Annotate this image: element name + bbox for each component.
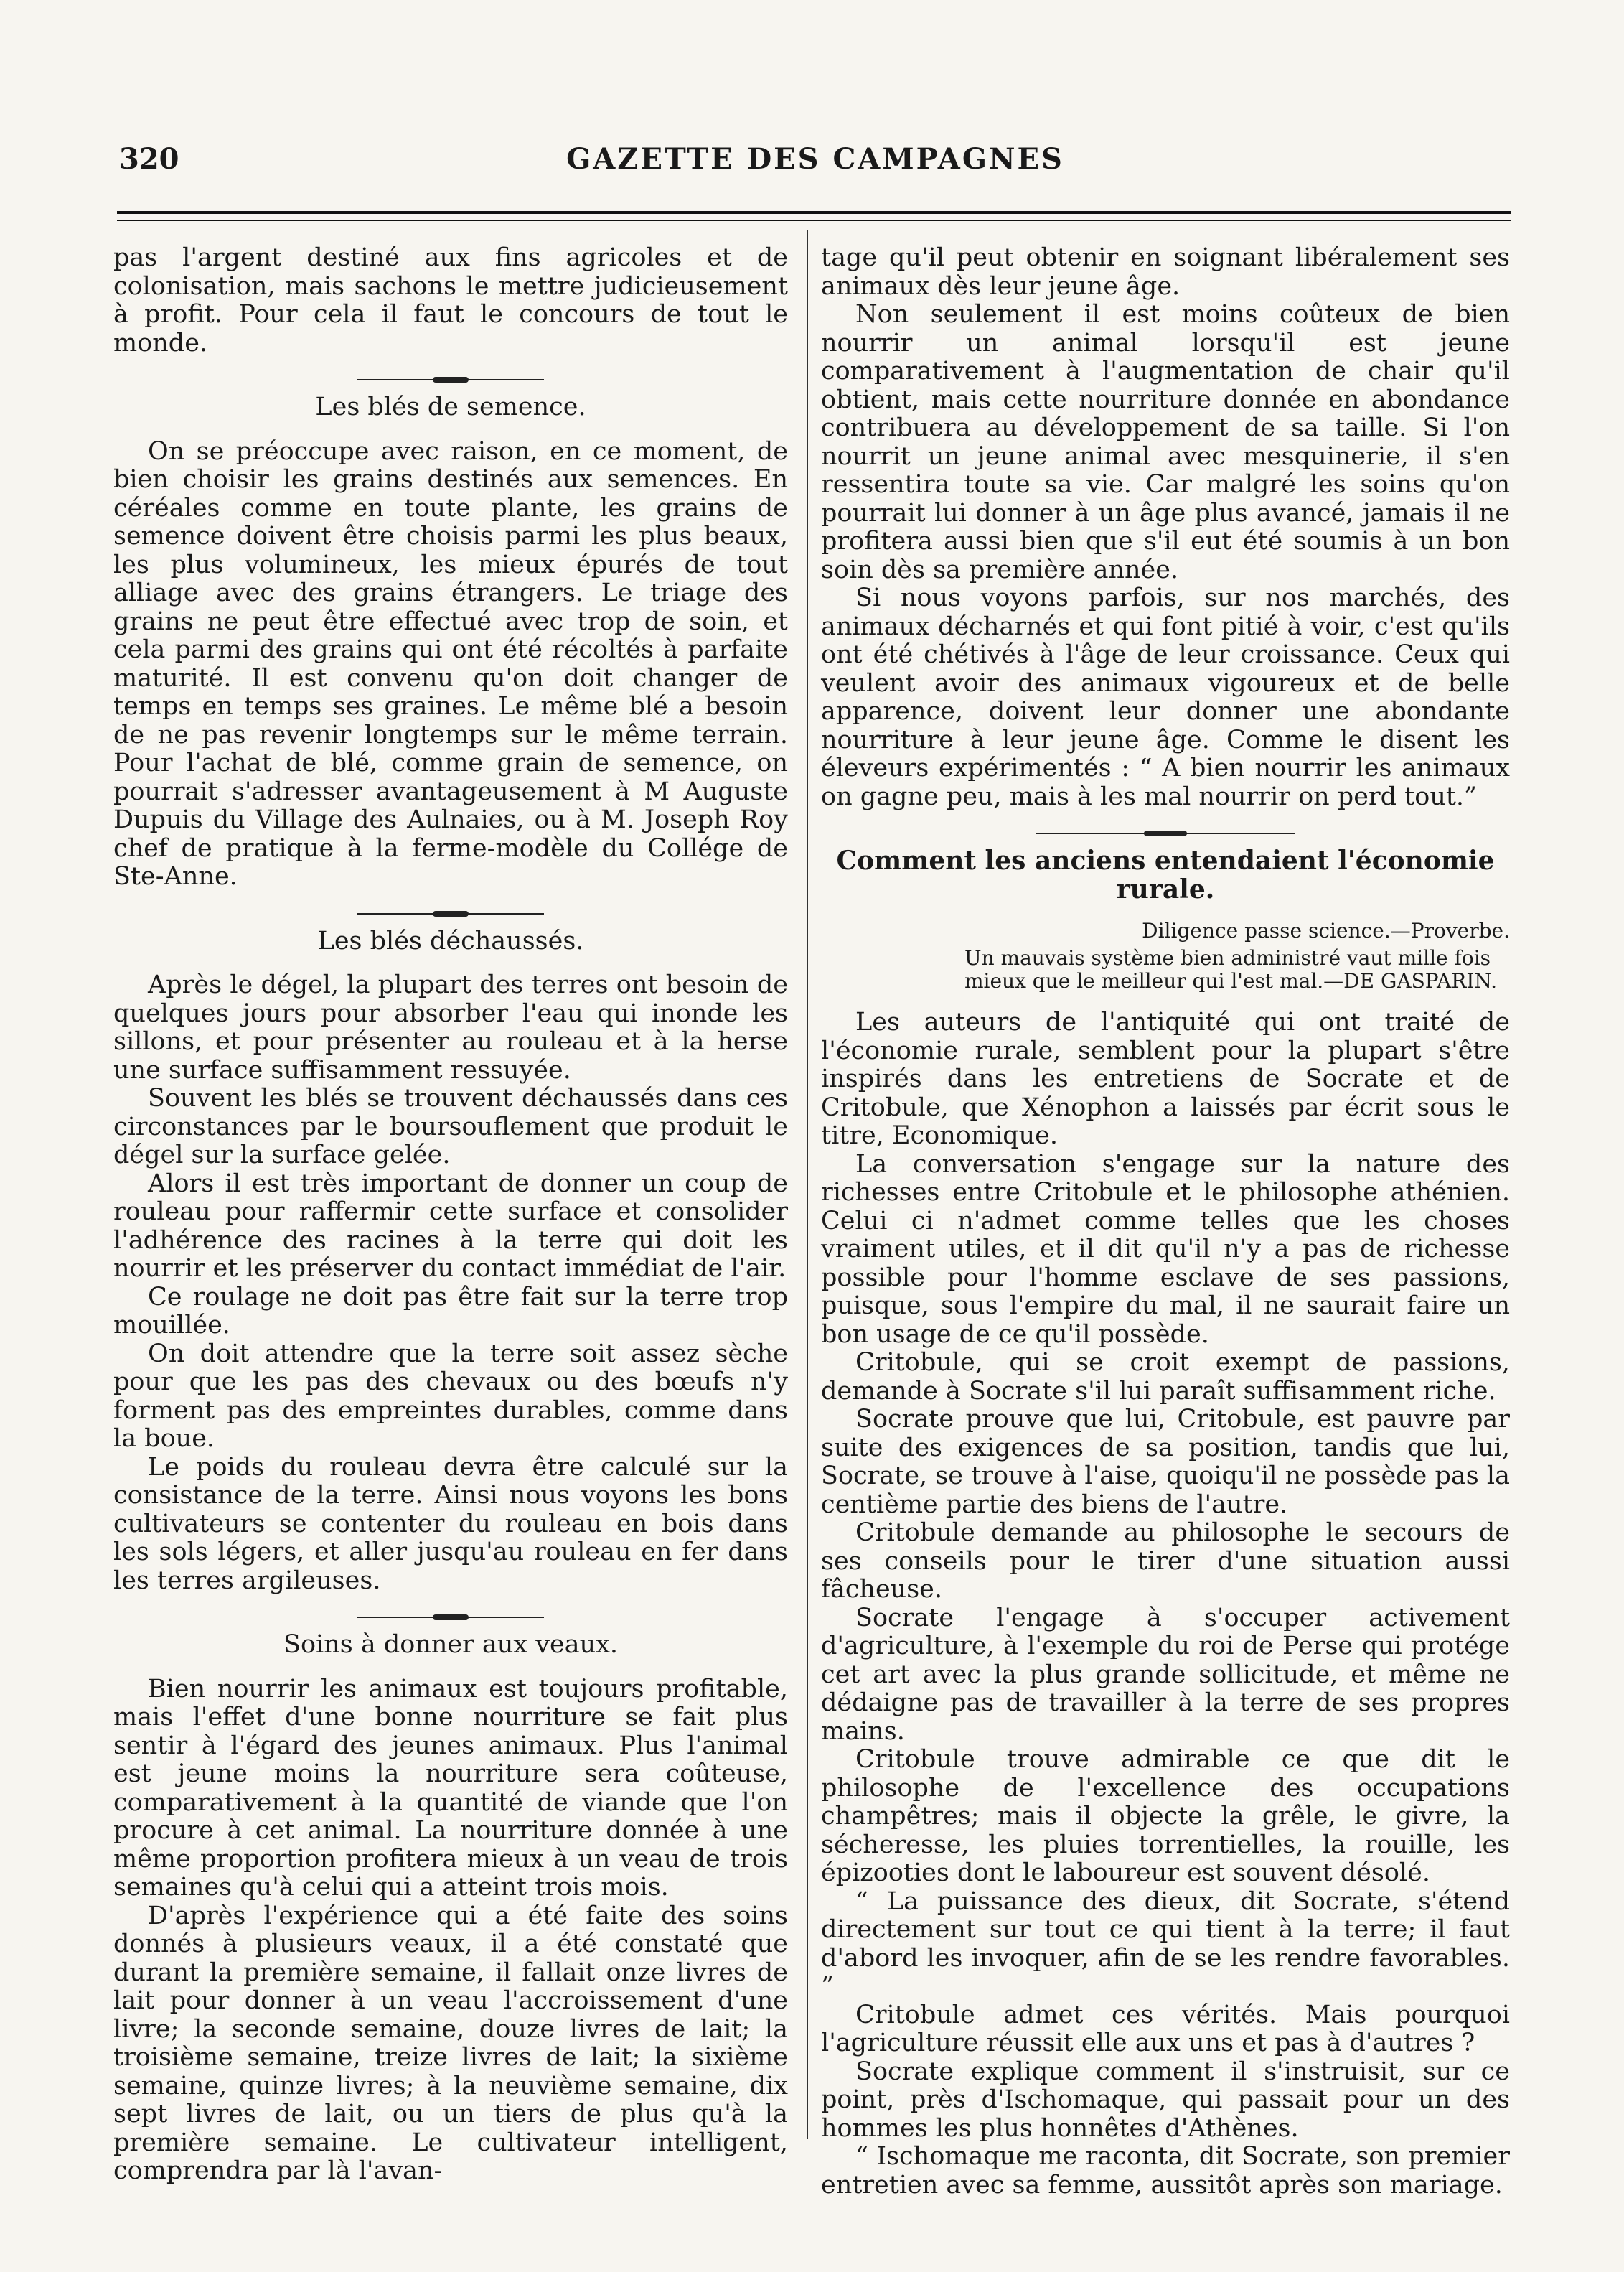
continued-text: tage qu'il peut obtenir en soignant libéralement ses animaux dès leur jeune âge. [821, 243, 1510, 301]
paragraph: Bien nourrir les animaux est toujours profitable, mais l'effet d'une bonne nourriture se fait plus sentir à l'égard des jeunes animaux. Plus l'animal est jeune moins la nourriture sera coûteuse, comparativement à la quantité de viande que l'on procure à cet animal. La nourriture donnée à une même proportion profitera mieux à un veau de trois semaines qu'à celui qui a atteint trois mois. [113, 1674, 788, 1902]
column-divider [807, 230, 808, 2139]
paragraph: Socrate l'engage à s'occuper activement d'agriculture, à l'exemple du roi de Perse qui protége cet art avec la plus grande sollicitude, et même ne dédaigne pas de travailler à la terre de ses propres mains. [821, 1603, 1510, 1746]
paragraph: Critobule admet ces vérités. Mais pourquoi l'agriculture réussit elle aux uns et pas à d'autres ? [821, 2000, 1510, 2057]
paragraph: Souvent les blés se trouvent déchaussés dans ces circonstances par le boursouflement que produit le dégel sur la surface gelée. [113, 1084, 788, 1169]
page-number: 320 [119, 142, 179, 176]
right-column [821, 244, 1510, 2199]
paragraph: “ La puissance des dieux, dit Socrate, s'étend directement sur tout ce qui tient à la terre; il faut d'abord les invoquer, afin de se les rendre favorables. ” [821, 1887, 1510, 2001]
section-ornament [1036, 830, 1295, 837]
header-rule [117, 211, 1511, 221]
section-title-bles-semence: Les blés de semence. [315, 393, 586, 421]
paragraph: Critobule trouve admirable ce que dit le philosophe de l'excellence des occupations champêtres; mais il objecte la grêle, le givre, la sécheresse, les pluies torrentielles, la rouille, les épizooties dont le laboureur est souvent désolé. [821, 1745, 1510, 1887]
paragraph: Socrate prouve que lui, Critobule, est pauvre par suite des exigences de sa position, tandis que lui, Socrate, se trouve à l'aise, quoiqu'il ne possède pas la centième partie des biens de l'autre. [821, 1405, 1510, 1519]
paragraph: Critobule, qui se croit exempt de passions, demande à Socrate s'il lui paraît suffisamment riche. [821, 1348, 1510, 1406]
paragraph: Les auteurs de l'antiquité qui ont traité de l'économie rurale, semblent pour la plupart s'être inspirés dans les entretiens de Socrate et de Critobule, que Xénophon a laissés par écrit sous le titre, Economique. [821, 1008, 1510, 1150]
paragraph: Socrate explique comment il s'instruisit, sur ce point, près d'Ischomaque, qui passait pour un des hommes les plus honnêtes d'Athènes. [821, 2057, 1510, 2143]
section-ornament [357, 376, 544, 383]
section-title-economie-rurale: Comment les anciens entendaient l'économie rurale. [836, 846, 1495, 904]
epigraph [821, 920, 1510, 993]
paragraph: Ce roulage ne doit pas être fait sur la terre trop mouillée. [113, 1282, 788, 1340]
paragraph: La conversation s'engage sur la nature des richesses entre Critobule et le philosophe athénien. Celui ci n'admet comme telles que les choses vraiment utiles, et il dit qu'il n'y a pas de richesse possible pour l'homme esclave de ses passions, puisque, sous l'empire du mal, il ne saurait faire un bon usage de ce qu'il possède. [821, 1149, 1510, 1349]
section-ornament [357, 910, 544, 917]
paragraph: Non seulement il est moins coûteux de bien nourrir un animal lorsqu'il est jeune comparativement à l'augmentation de chair qu'il obtient, mais cette nourriture donnée en abondance contribuera au développement de sa taille. Si l'on nourrit un jeune animal avec mesquinerie, il s'en ressentira toute sa vie. Car malgré les soins qu'on pourrait lui donner à un âge plus avancé, jamais il ne profitera aussi bien que s'il eut été soumis à un bon soin dès sa première année. [821, 300, 1510, 584]
paragraph: Après le dégel, la plupart des terres ont besoin de quelques jours pour absorber l'eau qui inonde les sillons, et pour présenter au rouleau et à la herse une surface suffisamment ressuyée. [113, 971, 788, 1085]
paragraph: D'après l'expérience qui a été faite des soins donnés à plusieurs veaux, il a été constaté que durant la première semaine, il fallait onze livres de lait pour donner à un veau l'accroissement d'une livre; la seconde semaine, douze livres de lait; la troisième semaine, treize livres de lait; la sixième semaine, quinze livres; à la neuvième semaine, dix sept livres de lait, ou un tiers de plus qu'à la première semaine. Le cultivateur intelligent, comprendra par là l'avan- [113, 1901, 788, 2185]
paragraph: “ Ischomaque me raconta, dit Socrate, son premier entretien avec sa femme, aussitôt après son mariage. [821, 2142, 1510, 2199]
epigraph-proverb: Diligence passe science.—Proverbe. [1142, 919, 1510, 943]
paragraph: On se préoccupe avec raison, en ce moment, de bien choisir les grains destinés aux semences. En céréales comme en toute plante, les grains de semence doivent être choisis parmi les plus beaux, les plus volumineux, les mieux épurés de tout alliage avec des grains étrangers. Le triage des grains ne peut être effectué avec trop de soin, et cela parmi des grains qui ont été récoltés à parfaite maturité. Il est convenu qu'on doit changer de temps en temps ses graines. Le même blé a besoin de ne pas revenir longtemps sur le même terrain. Pour l'achat de blé, comme grain de semence, on pourrait s'adresser avantageusement à M Auguste Dupuis du Village des Aulnaies, ou à M. Joseph Roy chef de pratique à la ferme-modèle du Collége de Ste-Anne. [113, 436, 788, 891]
left-column [113, 244, 788, 2186]
paragraph: On doit attendre que la terre soit assez sèche pour que les pas des chevaux ou des bœufs n'y forment pas des empreintes durables, comme dans la boue. [113, 1339, 788, 1453]
paragraph: Alors il est très important de donner un coup de rouleau pour raffermir cette surface et consolider l'adhérence des racines à la terre qui doit les nourrir et les préserver du contact immédiat de l'air. [113, 1169, 788, 1283]
continued-text: pas l'argent destiné aux fins agricoles et de colonisation, mais sachons le mettre judicieusement à profit. Pour cela il faut le concours de tout le monde. [113, 243, 788, 357]
section-title-bles-dechausses: Les blés déchaussés. [317, 926, 584, 955]
section-title-soins-veaux: Soins à donner aux veaux. [283, 1630, 619, 1659]
section-ornament [357, 1614, 544, 1621]
paragraph: Le poids du rouleau devra être calculé sur la consistance de la terre. Ainsi nous voyons les bons cultivateurs se contenter du rouleau en bois dans les sols légers, et aller jusqu'au rouleau en fer dans les terres argileuses. [113, 1452, 788, 1595]
gazette-title: GAZETTE DES CAMPAGNES [566, 142, 1064, 176]
paragraph: Critobule demande au philosophe le secours de ses conseils pour le tirer d'une situation aussi fâcheuse. [821, 1518, 1510, 1604]
paragraph: Si nous voyons parfois, sur nos marchés, des animaux décharnés et qui font pitié à voir, c'est qu'ils ont été chétivés à l'âge de leur croissance. Ceux qui veulent avoir des animaux vigoureux et de belle apparence, doivent leur donner une abondante nourriture à leur jeune âge. Comme le disent les éleveurs expérimentés : “ A bien nourrir les animaux on gagne peu, mais à les mal nourrir on perd tout.” [821, 584, 1510, 811]
epigraph-gasparin: Un mauvais système bien administré vaut mille fois mieux que le meilleur qui l'est mal.—DE GASPARIN. [964, 946, 1497, 993]
page-header [119, 142, 1511, 185]
